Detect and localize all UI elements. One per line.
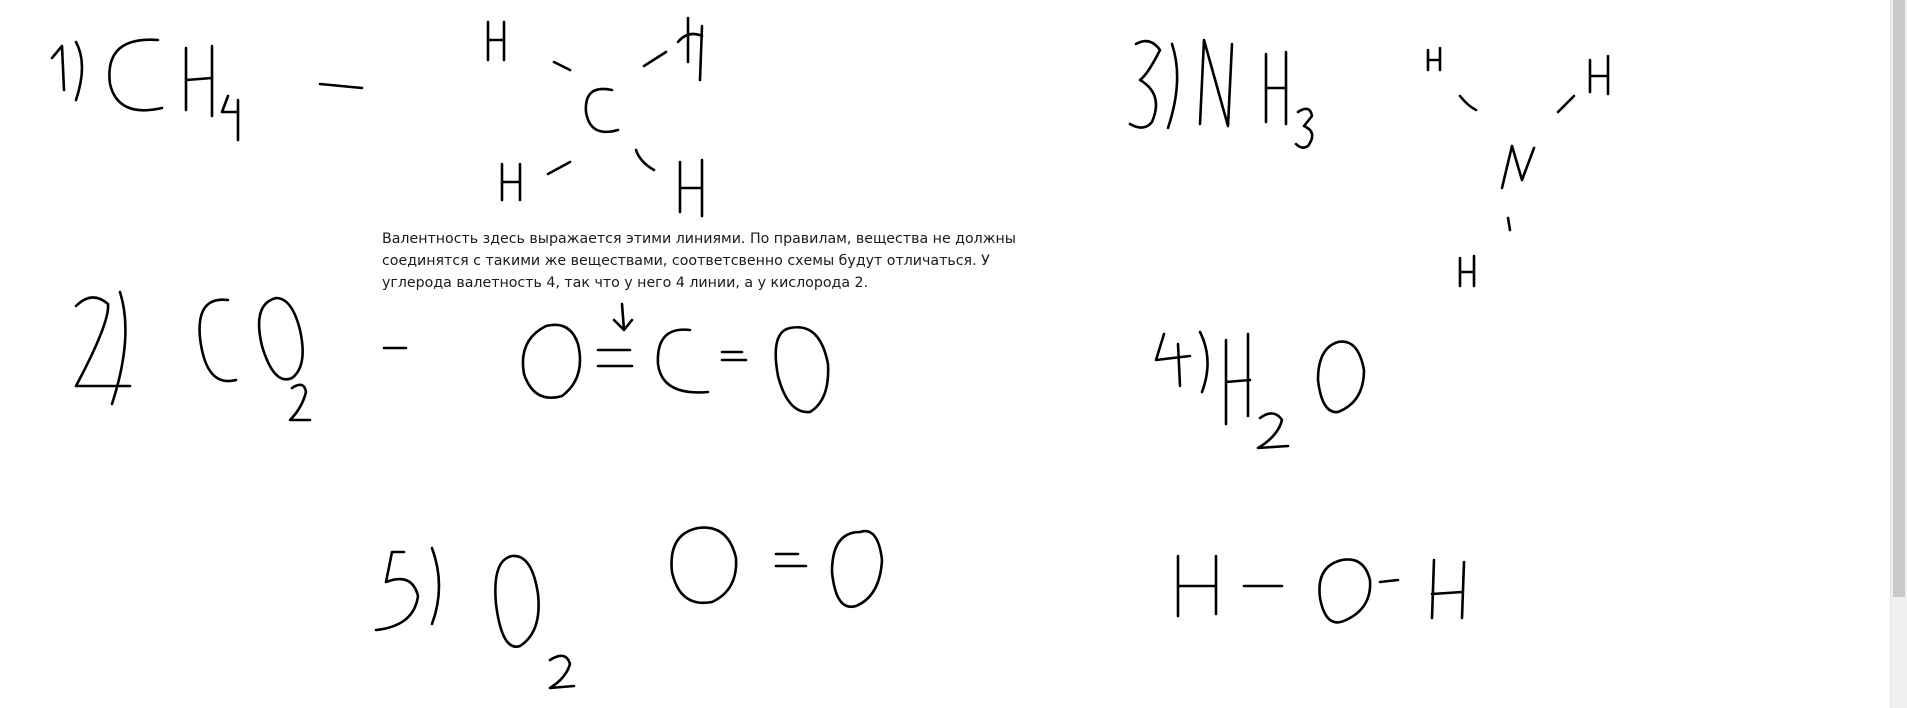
nh3-letter-h <box>1266 52 1286 124</box>
h2o-h-right <box>1432 560 1464 618</box>
o2-paren <box>432 548 439 624</box>
co2-subscript-2 <box>290 385 310 420</box>
nh3-subscript-3 <box>1296 109 1312 148</box>
o2-subscript-2 <box>550 656 574 688</box>
nh3-atom-n <box>1502 146 1534 188</box>
ch4-atom-c <box>586 89 618 132</box>
ch4-bond-top-left <box>554 62 570 70</box>
ch4-structure <box>488 18 702 216</box>
explanation-text: Валентность здесь выражается этими линиями. По правилам, вещества не должны соединятся с такими же веществами, соответсвенно схемы будут отличаться. У углерода валетность 4, так что у него 4 линии, а у кислорода 2. <box>382 231 1016 291</box>
nh3-letter-n <box>1200 40 1232 126</box>
ch4-h-top-right <box>678 18 702 80</box>
h2o-formula <box>1156 332 1364 448</box>
h2o-atom-o <box>1319 559 1370 622</box>
scrollbar-thumb[interactable] <box>1893 0 1905 597</box>
co2-atom-c <box>658 330 708 393</box>
ch4-number-1 <box>52 42 82 100</box>
nh3-h-bottom <box>1460 256 1474 286</box>
h2o-h-left <box>1178 556 1216 616</box>
ch4-dash <box>320 84 362 88</box>
ch4-bond-bottom-right <box>636 150 654 170</box>
ch4-h-bottom-left <box>502 164 520 200</box>
co2-double-bond-right <box>722 352 746 360</box>
nh3-h-top-right <box>1590 56 1608 94</box>
nh3-bond-top-right <box>1558 96 1574 112</box>
co2-number-2 <box>76 297 130 386</box>
o2-atom-o-right <box>832 531 882 607</box>
ch4-letter-c <box>109 40 162 111</box>
co2-formula <box>76 292 406 420</box>
o2-double-bond <box>776 554 806 566</box>
h2o-letter-o <box>1318 342 1364 413</box>
ch4-subscript-4 <box>222 96 238 140</box>
nh3-bond-bottom <box>1508 218 1510 230</box>
nh3-structure <box>1428 48 1608 286</box>
ch4-bond-top-right <box>644 52 666 66</box>
ch4-h-top-left <box>488 22 504 60</box>
co2-letter-c <box>200 300 236 381</box>
ch4-bond-bottom-left <box>548 162 570 174</box>
o2-atom-o-left <box>672 528 737 603</box>
o2-formula <box>376 548 574 688</box>
vertical-scrollbar[interactable] <box>1890 0 1907 708</box>
nh3-paren <box>1168 44 1177 128</box>
co2-letter-o <box>259 298 303 379</box>
ch4-h-bottom-right <box>680 160 702 216</box>
h2o-structure <box>1178 556 1464 622</box>
nh3-h-top-left <box>1428 48 1440 70</box>
co2-atom-o-right <box>776 327 828 412</box>
h2o-letter-h <box>1226 334 1250 424</box>
h2o-paren <box>1200 332 1208 392</box>
co2-double-bond-left <box>598 350 632 366</box>
ch4-letter-h <box>186 46 212 116</box>
ch4-formula <box>52 40 362 140</box>
h2o-number-4 <box>1156 334 1190 386</box>
h2o-subscript-2 <box>1258 413 1288 448</box>
nh3-bond-top-left <box>1460 96 1476 110</box>
nh3-formula <box>1130 40 1312 148</box>
h2o-bond-right <box>1380 580 1398 582</box>
co2-atom-o-left <box>523 325 580 398</box>
o2-number-5 <box>376 552 418 630</box>
co2-arrow <box>614 304 632 330</box>
o2-structure <box>672 528 882 607</box>
co2-structure <box>523 304 828 412</box>
nh3-number-3 <box>1130 41 1160 127</box>
o2-letter-o <box>495 556 538 647</box>
